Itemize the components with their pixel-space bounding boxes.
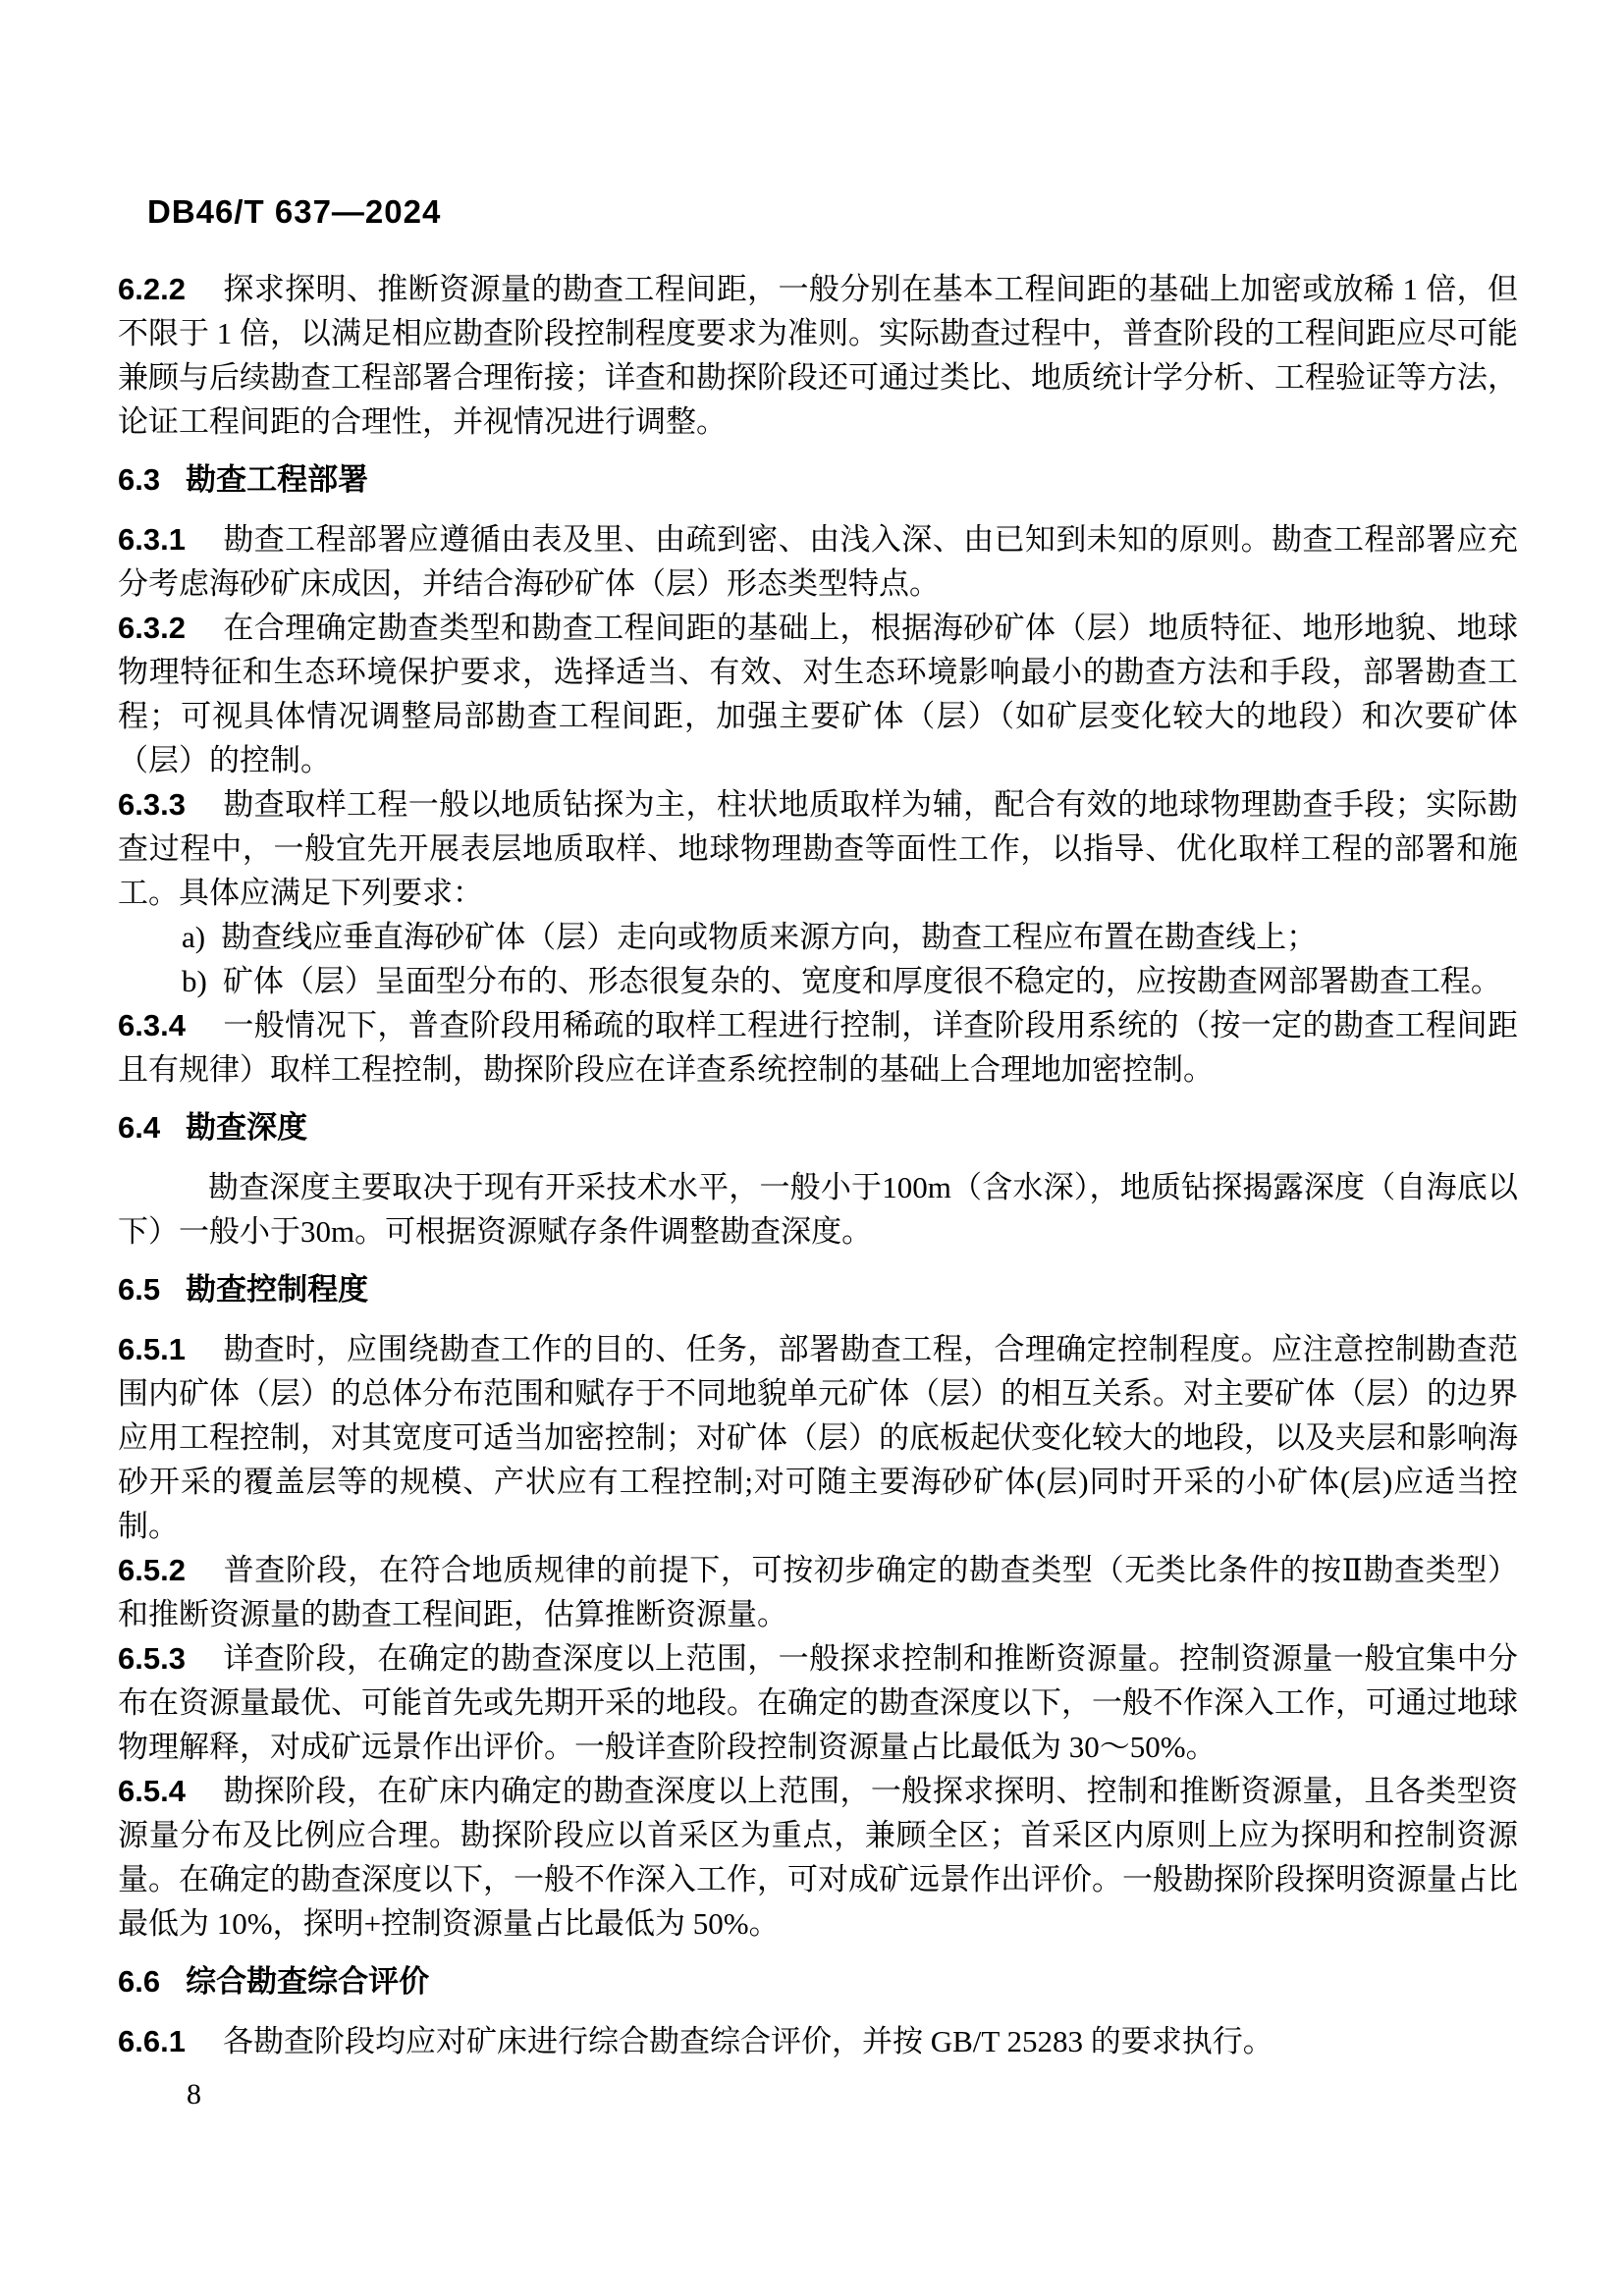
clause-6-3-2 (118, 606, 1518, 782)
clause-6-3-3 (118, 782, 1518, 915)
clause-number: 6.6.1 (118, 2024, 186, 2058)
clause-text: 勘查工程部署应遵循由表及里、由疏到密、由浅入深、由已知到未知的原则。勘查工程部署应充分考虑海砂矿床成因，并结合海砂矿体（层）形态类型特点。 (118, 522, 1518, 601)
list-item-text: 勘查线应垂直海砂矿体（层）走向或物质来源方向，勘查工程应布置在勘查线上； (221, 920, 1318, 954)
clause-text: 探求探明、推断资源量的勘查工程间距，一般分别在基本工程间距的基础上加密或放稀 1 倍，但不限于 1 倍，以满足相应勘查阶段控制程度要求为准则。实际勘查过程中，普查阶段的工程间距应尽可能兼顾与后续勘查工程部署合理衔接；详查和勘探阶段还可通过类比、地质统计学分析、工程验证等方法，论证工程间距的合理性，并视情况进行调整。 (118, 272, 1518, 439)
list-item-label: b) (182, 964, 207, 998)
clause-text: 详查阶段，在确定的勘查深度以上范围，一般探求控制和推断资源量。控制资源量一般宜集中分布在资源量最优、可能首先或先期开采的地段。在确定的勘查深度以下，一般不作深入工作，可通过地球物理解释，对成矿远景作出评价。一般详查阶段控制资源量占比最低为 30～50%。 (118, 1641, 1518, 1764)
page-number: 8 (187, 2078, 201, 2110)
section-heading-6-3 (118, 457, 1518, 502)
clause-6-3-4 (118, 1003, 1518, 1092)
heading-number: 6.4 (118, 1110, 161, 1145)
clause-text: 各勘查阶段均应对矿床进行综合勘查综合评价，并按 GB/T 25283 的要求执行。 (222, 2024, 1273, 2058)
clause-text: 一般情况下，普查阶段用稀疏的取样工程进行控制，详查阶段用系统的（按一定的勘查工程间距且有规律）取样工程控制，勘探阶段应在详查系统控制的基础上合理地加密控制。 (118, 1008, 1518, 1087)
clause-number: 6.5.3 (118, 1641, 186, 1676)
clause-6-5-1 (118, 1327, 1518, 1548)
clause-number: 6.2.2 (118, 272, 186, 306)
clause-6-3-1 (118, 517, 1518, 606)
clause-number: 6.5.4 (118, 1774, 186, 1808)
list-item-a (182, 915, 1518, 959)
heading-title: 勘查深度 (186, 1110, 308, 1145)
heading-title: 勘查控制程度 (186, 1272, 369, 1307)
section-heading-6-5 (118, 1267, 1518, 1311)
list-item-text: 矿体（层）呈面型分布的、形态很复杂的、宽度和厚度很不稳定的，应按勘查网部署勘查工程。 (222, 964, 1501, 998)
clause-text: 勘查取样工程一般以地质钻探为主，柱状地质取样为辅，配合有效的地球物理勘查手段；实际勘查过程中，一般宜先开展表层地质取样、地球物理勘查等面性工作，以指导、优化取样工程的部署和施工。具体应满足下列要求： (118, 787, 1518, 910)
clause-6-5-4 (118, 1769, 1518, 1946)
clause-6-6-1 (118, 2019, 1518, 2063)
heading-number: 6.5 (118, 1272, 161, 1307)
clause-number: 6.3.3 (118, 787, 186, 822)
clause-number: 6.3.2 (118, 611, 186, 645)
clause-6-5-3 (118, 1636, 1518, 1769)
heading-title: 勘查工程部署 (186, 462, 369, 497)
clause-text: 普查阶段，在符合地质规律的前提下，可按初步确定的勘查类型（无类比条件的按Ⅱ勘查类型）和推断资源量的勘查工程间距，估算推断资源量。 (118, 1553, 1518, 1631)
clause-6-2-2 (118, 267, 1518, 444)
heading-title: 综合勘查综合评价 (186, 1964, 430, 1999)
clause-text: 在合理确定勘查类型和勘查工程间距的基础上，根据海砂矿体（层）地质特征、地形地貌、地球物理特征和生态环境保护要求，选择适当、有效、对生态环境影响最小的勘查方法和手段，部署勘查工程；可视具体情况调整局部勘查工程间距，加强主要矿体（层）（如矿层变化较大的地段）和次要矿体（层）的控制。 (118, 611, 1518, 777)
clause-number: 6.5.1 (118, 1332, 186, 1366)
clause-text: 勘查时，应围绕勘查工作的目的、任务，部署勘查工程，合理确定控制程度。应注意控制勘查范围内矿体（层）的总体分布范围和赋存于不同地貌单元矿体（层）的相互关系。对主要矿体（层）的边界应用工程控制，对其宽度可适当加密控制；对矿体（层）的底板起伏变化较大的地段，以及夹层和影响海砂开采的覆盖层等的规模、产状应有工程控制;对可随主要海砂矿体(层)同时开采的小矿体(层)应适当控制。 (118, 1332, 1518, 1543)
list-item-label: a) (182, 920, 206, 954)
clause-number: 6.5.2 (118, 1553, 186, 1587)
clause-number: 6.3.4 (118, 1008, 186, 1042)
heading-number: 6.3 (118, 462, 161, 497)
clause-6-5-2 (118, 1548, 1518, 1636)
clause-text: 勘探阶段，在矿床内确定的勘查深度以上范围，一般探求探明、控制和推断资源量，且各类型资源量分布及比例应合理。勘探阶段应以首采区为重点，兼顾全区；首采区内原则上应为探明和控制资源量。在确定的勘查深度以下，一般不作深入工作，可对成矿远景作出评价。一般勘探阶段探明资源量占比最低为 10%，探明+控制资源量占比最低为 50%。 (118, 1774, 1518, 1941)
paragraph-6-4-body: 勘查深度主要取决于现有开采技术水平，一般小于100m（含水深），地质钻探揭露深度（自海底以下）一般小于30m。可根据资源赋存条件调整勘查深度。 (118, 1170, 1518, 1249)
standard-number-header: DB46/T 637—2024 (147, 193, 442, 230)
section-heading-6-4 (118, 1105, 1518, 1149)
heading-number: 6.6 (118, 1964, 161, 1999)
list-item-b (182, 959, 1518, 1003)
section-heading-6-6 (118, 1959, 1518, 2003)
clause-number: 6.3.1 (118, 522, 186, 557)
